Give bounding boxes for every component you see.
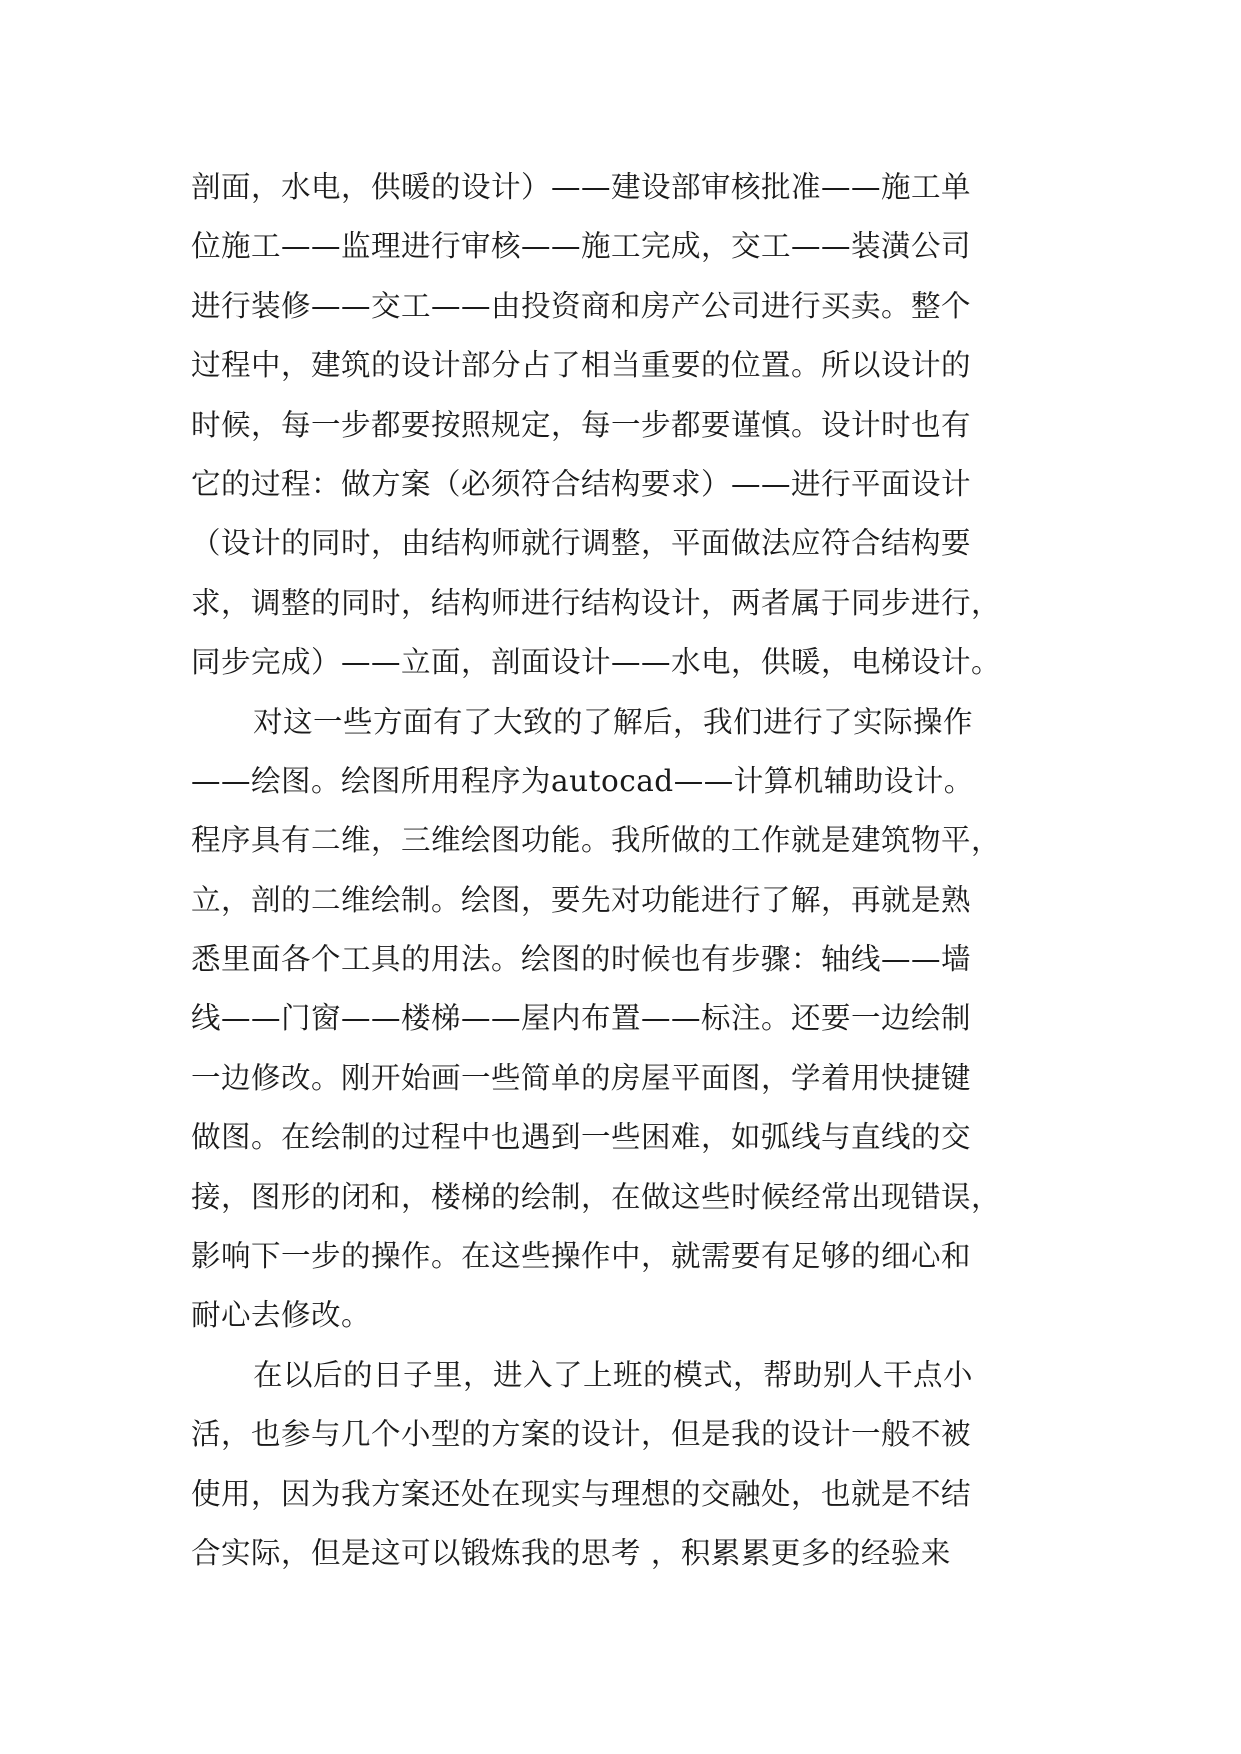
text-line: 使用，因为我方案还处在现实与理想的交融处，也就是不结 bbox=[191, 1476, 972, 1511]
text-line: 时候，每一步都要按照规定，每一步都要谨慎。设计时也有 bbox=[191, 407, 972, 442]
paragraph-start-line: 对这一些方面有了大致的了解后，我们进行了实际操作 bbox=[253, 704, 974, 739]
text-line: 悉里面各个工具的用法。绘图的时候也有步骤：轴线——墙 bbox=[191, 942, 972, 977]
text-line: （设计的同时，由结构师就行调整，平面做法应符合结构要 bbox=[191, 526, 972, 561]
text-line: 做图。在绘制的过程中也遇到一些困难，如弧线与直线的交 bbox=[191, 1120, 972, 1155]
text-line: 剖面，水电，供暖的设计）——建设部审核批准——施工单 bbox=[191, 170, 972, 204]
text-line: 活，也参与几个小型的方案的设计，但是我的设计一般不被 bbox=[191, 1417, 972, 1452]
text-line: 求，调整的同时，结构师进行结构设计，两者属于同步进行， bbox=[191, 585, 1002, 620]
text-line: 它的过程：做方案（必须符合结构要求）——进行平面设计 bbox=[191, 466, 972, 501]
text-line: 耐心去修改。 bbox=[191, 1298, 372, 1333]
text-line: 线——门窗——楼梯——屋内布置——标注。还要一边绘制 bbox=[191, 1001, 972, 1036]
text-line: 合实际，但是这可以锻炼我的思考 ，积累累更多的经验来 bbox=[191, 1535, 951, 1570]
text-line: 位施工——监理进行审核——施工完成，交工——装潢公司 bbox=[191, 229, 972, 264]
text-line: 程序具有二维，三维绘图功能。我所做的工作就是建筑物平， bbox=[191, 823, 1002, 858]
document-body bbox=[191, 158, 1051, 1583]
text-line: 过程中，建筑的设计部分占了相当重要的位置。所以设计的 bbox=[191, 348, 972, 383]
text-line: 立，剖的二维绘制。绘图，要先对功能进行了解，再就是熟 bbox=[191, 882, 972, 917]
text-line: 同步完成）——立面，剖面设计——水电，供暖，电梯设计。 bbox=[191, 645, 1002, 680]
text-line: 影响下一步的操作。在这些操作中，就需要有足够的细心和 bbox=[191, 1239, 972, 1274]
paragraph-start-line: 在以后的日子里，进入了上班的模式，帮助别人干点小 bbox=[253, 1357, 974, 1392]
text-line: ——绘图。绘图所用程序为autocad——计算机辅助设计。 bbox=[191, 763, 974, 798]
text-line: 进行装修——交工——由投资商和房产公司进行买卖。整个 bbox=[191, 288, 972, 323]
text-line: 接，图形的闭和，楼梯的绘制，在做这些时候经常出现错误， bbox=[191, 1179, 1002, 1214]
text-line: 一边修改。刚开始画一些简单的房屋平面图，学着用快捷键 bbox=[191, 1060, 972, 1095]
